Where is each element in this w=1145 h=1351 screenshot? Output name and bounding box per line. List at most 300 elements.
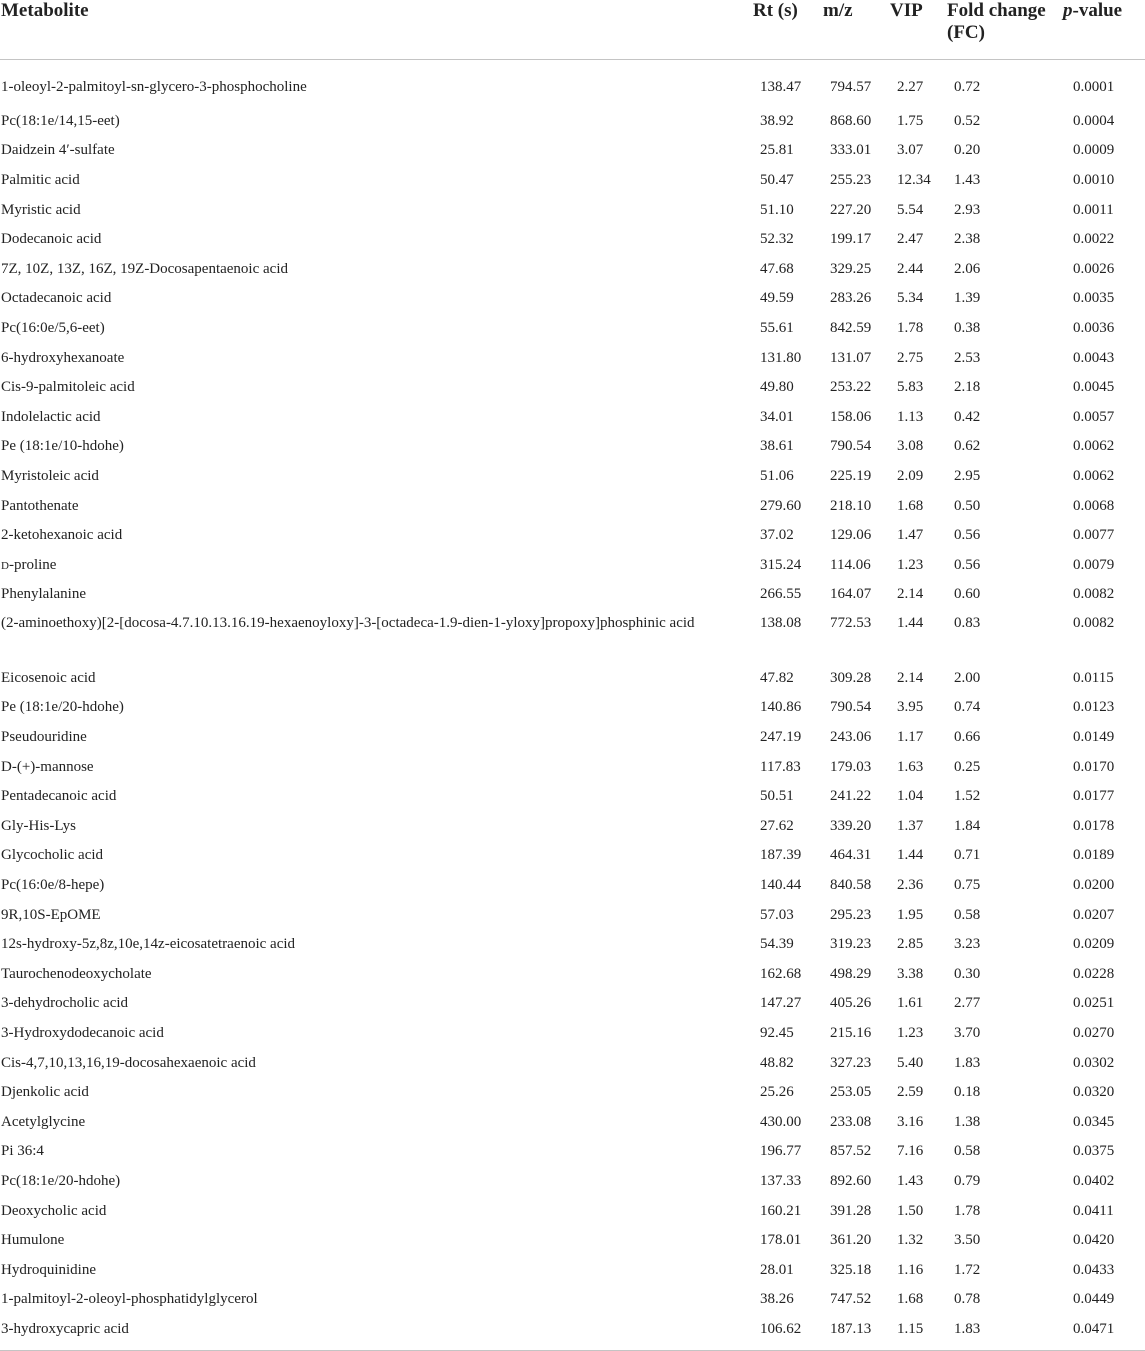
cell-metabolite: Pe (18:1e/10-hdohe) [1, 438, 124, 455]
cell-vip: 5.54 [897, 201, 924, 218]
cell-metabolite: (2-aminoethoxy)[2-[docosa-4.7.10.13.16.19-hexaenoyloxy]-3-[octadeca-1.9-dien-1-yloxy]propoxy]phosphinic acid [1, 615, 695, 632]
table-row [0, 165, 1145, 195]
cell-p-value: 0.0251 [1073, 995, 1115, 1012]
cell-mz: 327.23 [830, 1054, 872, 1071]
cell-metabolite: Taurochenodeoxycholate [1, 965, 152, 982]
cell-fold-change: 0.42 [954, 408, 981, 425]
cell-vip: 1.04 [897, 788, 924, 805]
cell-fold-change: 0.58 [954, 1143, 981, 1160]
cell-fold-change: 2.53 [954, 349, 981, 366]
cell-p-value: 0.0036 [1073, 319, 1115, 336]
table-row [0, 929, 1145, 959]
cell-metabolite: Dodecanoic acid [1, 231, 102, 248]
table-row [0, 1285, 1145, 1315]
cell-fold-change: 1.84 [954, 817, 981, 834]
cell-vip: 3.08 [897, 438, 924, 455]
cell-p-value: 0.0411 [1073, 1202, 1114, 1219]
cell-metabolite: Pe (18:1e/20-hdohe) [1, 699, 124, 716]
cell-p-value: 0.0022 [1073, 231, 1115, 248]
cell-mz: 329.25 [830, 260, 872, 277]
cell-p-value: 0.0402 [1073, 1172, 1115, 1189]
cell-mz: 215.16 [830, 1025, 872, 1042]
cell-rt: 196.77 [760, 1143, 802, 1160]
cell-metabolite: Myristic acid [1, 201, 81, 218]
table-row [0, 1255, 1145, 1285]
cell-vip: 1.63 [897, 758, 924, 775]
cell-p-value: 0.0345 [1073, 1113, 1115, 1130]
cell-rt: 51.06 [760, 467, 794, 484]
table-row [0, 136, 1145, 166]
cell-metabolite: Pc(18:1e/20-hdohe) [1, 1172, 121, 1189]
cell-rt: 50.51 [760, 788, 794, 805]
table-row [0, 402, 1145, 432]
cell-vip: 1.44 [897, 847, 924, 864]
cell-mz: 283.26 [830, 290, 872, 307]
cell-metabolite: Pentadecanoic acid [1, 788, 117, 805]
cell-metabolite: Deoxycholic acid [1, 1202, 107, 1219]
cell-mz: 309.28 [830, 669, 872, 686]
cell-metabolite: Palmitic acid [1, 171, 80, 188]
cell-fold-change: 0.30 [954, 965, 981, 982]
cell-metabolite: 9R,10S-EpOME [1, 906, 101, 923]
cell-vip: 3.16 [897, 1113, 924, 1130]
cell-fold-change: 0.18 [954, 1084, 981, 1101]
table-row [0, 1107, 1145, 1137]
cell-p-value: 0.0170 [1073, 758, 1115, 775]
cell-rt: 117.83 [760, 758, 801, 775]
cell-fold-change: 0.62 [954, 438, 981, 455]
cell-rt: 279.60 [760, 497, 802, 514]
table-row [0, 461, 1145, 491]
table-row [0, 841, 1145, 871]
table-row [0, 254, 1145, 284]
cell-metabolite: Acetylglycine [1, 1113, 86, 1130]
cell-metabolite: Daidzein 4′-sulfate [1, 142, 115, 159]
cell-metabolite: Cis-9-palmitoleic acid [1, 379, 135, 396]
cell-rt: 147.27 [760, 995, 802, 1012]
cell-p-value: 0.0433 [1073, 1261, 1115, 1278]
cell-vip: 1.32 [897, 1232, 924, 1249]
cell-metabolite: Cis-4,7,10,13,16,19-docosahexaenoic acid [1, 1054, 256, 1071]
cell-fold-change: 2.38 [954, 231, 981, 248]
header-vip: VIP [889, 0, 946, 60]
table-row [0, 1314, 1145, 1351]
cell-metabolite: Pantothenate [1, 497, 79, 514]
cell-fold-change: 0.79 [954, 1172, 981, 1189]
cell-fold-change: 0.83 [954, 615, 981, 632]
cell-fold-change: 2.06 [954, 260, 981, 277]
cell-metabolite: 1-palmitoyl-2-oleoyl-phosphatidylglycerol [1, 1291, 258, 1308]
cell-fold-change: 0.20 [954, 142, 981, 159]
header-p-value [1061, 0, 1145, 60]
cell-vip: 1.75 [897, 112, 924, 129]
table-row [0, 609, 1145, 663]
cell-p-value: 0.0178 [1073, 817, 1115, 834]
table-row [0, 752, 1145, 782]
cell-fold-change: 0.52 [954, 112, 981, 129]
cell-rt: 54.39 [760, 936, 794, 953]
cell-vip: 1.68 [897, 1291, 924, 1308]
table-row [0, 1048, 1145, 1078]
cell-rt: 38.26 [760, 1291, 794, 1308]
table-row [0, 491, 1145, 521]
header-fold-change: Fold change (FC) [946, 0, 1061, 60]
cell-fold-change: 0.71 [954, 847, 981, 864]
cell-rt: 52.32 [760, 231, 794, 248]
table-row [0, 60, 1145, 107]
cell-mz: 892.60 [830, 1172, 872, 1189]
cell-vip: 3.95 [897, 699, 924, 716]
cell-p-value: 0.0375 [1073, 1143, 1115, 1160]
cell-vip: 1.68 [897, 497, 924, 514]
table-body [0, 60, 1145, 1351]
cell-p-value: 0.0207 [1073, 906, 1115, 923]
table-row [0, 1166, 1145, 1196]
cell-p-value: 0.0026 [1073, 260, 1115, 277]
cell-p-value: 0.0123 [1073, 699, 1115, 716]
cell-p-value: 0.0471 [1061, 1314, 1145, 1351]
cell-mz: 325.18 [830, 1261, 872, 1278]
cell-mz: 772.53 [830, 615, 872, 632]
cell-mz: 842.59 [830, 319, 872, 336]
cell-p-value: 0.0062 [1073, 467, 1115, 484]
cell-vip: 1.15 [889, 1314, 946, 1351]
cell-mz: 794.57 [830, 79, 872, 95]
cell-metabolite: Pc(16:0e/8-hepe) [1, 877, 105, 894]
cell-p-value: 0.0228 [1073, 965, 1115, 982]
cell-metabolite: Humulone [1, 1232, 65, 1249]
cell-fold-change: 3.23 [954, 936, 981, 953]
table-row [0, 1077, 1145, 1107]
cell-rt: 34.01 [760, 408, 794, 425]
cell-p-value: 0.0115 [1073, 669, 1114, 686]
cell-rt: 38.92 [760, 112, 794, 129]
cell-rt: 140.44 [760, 877, 802, 894]
cell-vip: 5.83 [897, 379, 924, 396]
header-rt: Rt (s) [752, 0, 822, 60]
table-row [0, 870, 1145, 900]
cell-p-value: 0.0149 [1073, 729, 1115, 746]
cell-mz: 218.10 [830, 497, 872, 514]
cell-rt: 430.00 [760, 1113, 802, 1130]
cell-fold-change: 1.38 [954, 1113, 981, 1130]
cell-fold-change: 0.50 [954, 497, 981, 514]
cell-mz: 405.26 [830, 995, 872, 1012]
cell-vip: 1.95 [897, 906, 924, 923]
table-row [0, 1196, 1145, 1226]
table-row [0, 432, 1145, 462]
cell-p-value: 0.0057 [1073, 408, 1115, 425]
cell-mz: 790.54 [830, 438, 872, 455]
cell-fold-change: 0.25 [954, 758, 981, 775]
cell-p-value: 0.0045 [1073, 379, 1115, 396]
cell-fold-change: 2.77 [954, 995, 981, 1012]
table-row [0, 1018, 1145, 1048]
cell-fold-change: 0.66 [954, 729, 981, 746]
cell-mz: 319.23 [830, 936, 872, 953]
cell-fold-change: 0.74 [954, 699, 981, 716]
cell-rt: 138.08 [760, 615, 802, 632]
table-row [0, 106, 1145, 136]
cell-vip: 3.07 [897, 142, 924, 159]
cell-vip: 1.78 [897, 319, 924, 336]
cell-rt: 160.21 [760, 1202, 802, 1219]
cell-fold-change: 1.78 [954, 1202, 981, 1219]
cell-rt: 37.02 [760, 527, 794, 544]
table-row [0, 781, 1145, 811]
cell-vip: 7.16 [897, 1143, 924, 1160]
cell-vip: 1.13 [897, 408, 924, 425]
cell-rt: 162.68 [760, 965, 802, 982]
cell-rt: 247.19 [760, 729, 802, 746]
cell-fold-change: 0.58 [954, 906, 981, 923]
cell-metabolite: d-proline [1, 556, 57, 573]
cell-fold-change: 1.83 [954, 1054, 981, 1071]
cell-p-value: 0.0010 [1073, 171, 1115, 188]
cell-rt: 25.26 [760, 1084, 794, 1101]
cell-mz: 158.06 [830, 408, 872, 425]
cell-metabolite: D-(+)-mannose [1, 758, 94, 775]
table-row [0, 195, 1145, 225]
cell-p-value: 0.0001 [1073, 79, 1115, 95]
cell-fold-change: 0.38 [954, 319, 981, 336]
cell-mz: 790.54 [830, 699, 872, 716]
cell-rt: 49.59 [760, 290, 794, 307]
cell-vip: 2.09 [897, 467, 924, 484]
table-header [0, 0, 1145, 60]
cell-rt: 49.80 [760, 379, 794, 396]
table-row [0, 372, 1145, 402]
cell-vip: 2.44 [897, 260, 924, 277]
cell-metabolite: Hydroquinidine [1, 1261, 96, 1278]
cell-p-value: 0.0200 [1073, 877, 1115, 894]
cell-vip: 1.61 [897, 995, 924, 1012]
cell-vip: 5.40 [897, 1054, 924, 1071]
cell-rt: 50.47 [760, 171, 794, 188]
cell-fold-change: 0.60 [954, 586, 981, 603]
cell-rt: 137.33 [760, 1172, 802, 1189]
cell-fold-change: 2.95 [954, 467, 981, 484]
cell-fold-change: 3.70 [954, 1025, 981, 1042]
cell-p-value: 0.0062 [1073, 438, 1115, 455]
table-row [0, 722, 1145, 752]
cell-p-value: 0.0077 [1073, 527, 1115, 544]
cell-metabolite: 12s-hydroxy-5z,8z,10e,14z-eicosatetraenoic acid [1, 936, 296, 953]
cell-mz: 243.06 [830, 729, 872, 746]
header-p-rest: -value [1072, 0, 1123, 21]
table-row [0, 343, 1145, 373]
cell-metabolite: 2-ketohexanoic acid [1, 527, 123, 544]
cell-mz: 361.20 [830, 1232, 872, 1249]
cell-metabolite: Octadecanoic acid [1, 290, 112, 307]
cell-vip: 2.36 [897, 877, 924, 894]
cell-vip: 2.85 [897, 936, 924, 953]
cell-rt: 47.68 [760, 260, 794, 277]
cell-vip: 2.59 [897, 1084, 924, 1101]
cell-rt: 131.80 [760, 349, 802, 366]
cell-fold-change: 1.52 [954, 788, 981, 805]
table-row [0, 1225, 1145, 1255]
table-row [0, 580, 1145, 610]
cell-vip: 1.23 [897, 1025, 924, 1042]
cell-vip: 1.43 [897, 1172, 924, 1189]
cell-mz: 187.13 [822, 1314, 889, 1351]
table-row [0, 284, 1145, 314]
cell-p-value: 0.0189 [1073, 847, 1115, 864]
cell-metabolite: 7Z, 10Z, 13Z, 16Z, 19Z-Docosapentaenoic acid [1, 260, 288, 277]
cell-p-value: 0.0009 [1073, 142, 1115, 159]
cell-p-value: 0.0209 [1073, 936, 1115, 953]
cell-fold-change: 1.72 [954, 1261, 981, 1278]
cell-mz: 253.22 [830, 379, 872, 396]
cell-p-value: 0.0082 [1073, 615, 1115, 632]
cell-mz: 464.31 [830, 847, 872, 864]
cell-metabolite: Pc(16:0e/5,6-eet) [1, 319, 105, 336]
cell-vip: 1.50 [897, 1202, 924, 1219]
cell-mz: 179.03 [830, 758, 872, 775]
cell-rt: 315.24 [760, 556, 802, 573]
cell-metabolite: 3-Hydroxydodecanoic acid [1, 1025, 164, 1042]
cell-fold-change: 1.43 [954, 171, 981, 188]
cell-fold-change: 2.93 [954, 201, 981, 218]
cell-vip: 3.38 [897, 965, 924, 982]
cell-vip: 1.47 [897, 527, 924, 544]
cell-rt: 57.03 [760, 906, 794, 923]
cell-rt: 138.47 [760, 79, 802, 95]
cell-fold-change: 1.83 [946, 1314, 1061, 1351]
cell-rt: 92.45 [760, 1025, 794, 1042]
cell-rt: 55.61 [760, 319, 794, 336]
cell-metabolite: Glycocholic acid [1, 847, 104, 864]
cell-rt: 187.39 [760, 847, 802, 864]
cell-mz: 857.52 [830, 1143, 872, 1160]
cell-rt: 178.01 [760, 1232, 802, 1249]
table-row [0, 313, 1145, 343]
cell-mz: 199.17 [830, 231, 872, 248]
table-row [0, 989, 1145, 1019]
cell-metabolite: Pi 36:4 [1, 1143, 44, 1160]
cell-vip: 1.17 [897, 729, 924, 746]
cell-fold-change: 0.78 [954, 1291, 981, 1308]
cell-fold-change: 0.72 [954, 79, 981, 95]
cell-mz: 868.60 [830, 112, 872, 129]
cell-fold-change: 0.75 [954, 877, 981, 894]
cell-rt: 51.10 [760, 201, 794, 218]
cell-metabolite: Indolelactic acid [1, 408, 101, 425]
cell-p-value: 0.0004 [1073, 112, 1115, 129]
stereo-prefix: d [1, 556, 9, 573]
header-p-italic: p [1063, 0, 1073, 21]
cell-rt: 28.01 [760, 1261, 794, 1278]
table-row [0, 550, 1145, 580]
cell-p-value: 0.0068 [1073, 497, 1115, 514]
cell-vip: 2.27 [897, 79, 924, 95]
cell-metabolite: 3-hydroxycapric acid [0, 1314, 752, 1351]
cell-mz: 129.06 [830, 527, 872, 544]
cell-mz: 131.07 [830, 349, 872, 366]
cell-p-value: 0.0177 [1073, 788, 1115, 805]
cell-p-value: 0.0449 [1073, 1291, 1115, 1308]
cell-metabolite: Pseudouridine [1, 729, 87, 746]
cell-fold-change: 1.39 [954, 290, 981, 307]
cell-rt: 106.62 [752, 1314, 822, 1351]
table-row [0, 663, 1145, 693]
cell-p-value: 0.0043 [1073, 349, 1115, 366]
cell-mz: 498.29 [830, 965, 872, 982]
table-row [0, 900, 1145, 930]
cell-metabolite: Phenylalanine [1, 586, 86, 603]
cell-vip: 1.23 [897, 556, 924, 573]
cell-rt: 140.86 [760, 699, 802, 716]
cell-mz: 241.22 [830, 788, 872, 805]
cell-fold-change: 3.50 [954, 1232, 981, 1249]
cell-vip: 2.14 [897, 669, 924, 686]
cell-fold-change: 2.18 [954, 379, 981, 396]
cell-p-value: 0.0079 [1073, 556, 1115, 573]
cell-fold-change: 0.56 [954, 556, 981, 573]
cell-p-value: 0.0270 [1073, 1025, 1115, 1042]
cell-p-value: 0.0302 [1073, 1054, 1115, 1071]
cell-metabolite: 3-dehydrocholic acid [1, 995, 129, 1012]
cell-mz: 333.01 [830, 142, 872, 159]
table-row [0, 224, 1145, 254]
table-row [0, 693, 1145, 723]
cell-p-value: 0.0320 [1073, 1084, 1115, 1101]
table-row [0, 811, 1145, 841]
cell-mz: 227.20 [830, 201, 872, 218]
cell-p-value: 0.0082 [1073, 586, 1115, 603]
cell-rt: 25.81 [760, 142, 794, 159]
cell-rt: 38.61 [760, 438, 794, 455]
table-row [0, 520, 1145, 550]
cell-rt: 266.55 [760, 586, 802, 603]
header-mz: m/z [822, 0, 889, 60]
header-metabolite: Metabolite [0, 0, 752, 60]
cell-rt: 27.62 [760, 817, 794, 834]
cell-mz: 747.52 [830, 1291, 872, 1308]
cell-p-value: 0.0011 [1073, 201, 1114, 218]
cell-metabolite: Djenkolic acid [1, 1084, 89, 1101]
cell-metabolite: Pc(18:1e/14,15-eet) [1, 112, 120, 129]
cell-metabolite: 1-oleoyl-2-palmitoyl-sn-glycero-3-phosphocholine [1, 79, 307, 95]
cell-vip: 1.16 [897, 1261, 924, 1278]
cell-metabolite: 6-hydroxyhexanoate [1, 349, 125, 366]
cell-rt: 47.82 [760, 669, 794, 686]
cell-vip: 12.34 [897, 171, 931, 188]
cell-vip: 2.75 [897, 349, 924, 366]
cell-fold-change: 2.00 [954, 669, 981, 686]
cell-metabolite: Eicosenoic acid [1, 669, 96, 686]
cell-mz: 391.28 [830, 1202, 872, 1219]
cell-vip: 2.14 [897, 586, 924, 603]
cell-mz: 255.23 [830, 171, 872, 188]
cell-fold-change: 0.56 [954, 527, 981, 544]
cell-metabolite: Gly-His-Lys [1, 817, 76, 834]
cell-mz: 164.07 [830, 586, 872, 603]
cell-vip: 2.47 [897, 231, 924, 248]
cell-vip: 1.44 [897, 615, 924, 632]
cell-mz: 840.58 [830, 877, 872, 894]
cell-p-value: 0.0420 [1073, 1232, 1115, 1249]
table-row [0, 959, 1145, 989]
cell-mz: 339.20 [830, 817, 872, 834]
cell-metabolite: Myristoleic acid [1, 467, 99, 484]
cell-mz: 233.08 [830, 1113, 872, 1130]
cell-rt: 48.82 [760, 1054, 794, 1071]
cell-p-value: 0.0035 [1073, 290, 1115, 307]
cell-mz: 225.19 [830, 467, 872, 484]
cell-mz: 295.23 [830, 906, 872, 923]
